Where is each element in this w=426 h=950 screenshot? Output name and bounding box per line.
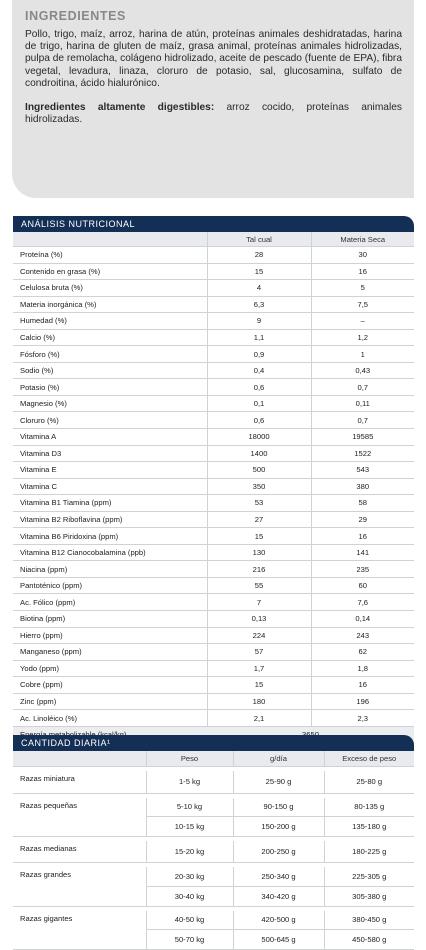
grams-per-day: 420-500 g: [233, 911, 324, 930]
daily-header-blank: [13, 751, 146, 767]
overweight-grams: 135-180 g: [324, 817, 414, 837]
overweight-grams: 80-135 g: [324, 798, 414, 817]
weight-range: 20-30 kg: [146, 867, 233, 886]
nutrient-label: Magnesio (%): [13, 395, 207, 412]
digestible-text: arroz cocido, proteínas animales hidrolizadas.: [25, 102, 402, 126]
as-fed-value: 55: [207, 577, 311, 594]
dry-matter-value: –: [311, 313, 414, 330]
nutrition-row: [13, 611, 414, 628]
dry-matter-value: 0,11: [311, 395, 414, 412]
nutrient-label: Yodo (ppm): [13, 660, 207, 677]
nutrient-label: Biotina (ppm): [13, 611, 207, 628]
digestible-label: Ingredientes altamente digestibles:: [25, 102, 215, 114]
as-fed-value: 53: [207, 495, 311, 512]
as-fed-value: 0,6: [207, 412, 311, 429]
as-fed-value: 27: [207, 511, 311, 528]
dry-matter-value: 543: [311, 462, 414, 479]
as-fed-value: 1,7: [207, 660, 311, 677]
nutrient-label: Potasio (%): [13, 379, 207, 396]
nutrition-row: [13, 644, 414, 661]
nutrient-label: Vitamina A: [13, 429, 207, 446]
daily-row: [13, 911, 414, 930]
nutrition-row: [13, 594, 414, 611]
nutrient-label: Calcio (%): [13, 329, 207, 346]
as-fed-value: 18000: [207, 429, 311, 446]
overweight-grams: 305-380 g: [324, 886, 414, 906]
nutrition-row: [13, 346, 414, 363]
grams-per-day: 150-200 g: [233, 817, 324, 837]
nutrition-row: [13, 627, 414, 644]
as-fed-value: 216: [207, 561, 311, 578]
grams-per-day: 25-90 g: [233, 771, 324, 793]
as-fed-value: 6,3: [207, 296, 311, 313]
nutrition-row: [13, 379, 414, 396]
dry-matter-value: 62: [311, 644, 414, 661]
weight-range: 5-10 kg: [146, 798, 233, 817]
grams-per-day: 200-250 g: [233, 841, 324, 863]
nutrient-label: Vitamina B2 Riboflavina (ppm): [13, 511, 207, 528]
breed-size-label: Razas grandes: [13, 867, 146, 906]
nutrition-row: [13, 395, 414, 412]
column-header-grams-per-day: g/día: [233, 751, 324, 767]
dry-matter-value: 19585: [311, 429, 414, 446]
nutrient-label: Celulosa bruta (%): [13, 280, 207, 297]
daily-column-header-row: [13, 751, 414, 767]
dry-matter-value: 0,43: [311, 362, 414, 379]
nutrition-row: [13, 296, 414, 313]
nutrient-label: Niacina (ppm): [13, 561, 207, 578]
dry-matter-value: 141: [311, 544, 414, 561]
as-fed-value: 0,6: [207, 379, 311, 396]
dry-matter-value: 16: [311, 528, 414, 545]
dry-matter-value: 196: [311, 693, 414, 710]
nutrient-label: Vitamina E: [13, 462, 207, 479]
weight-range: 30-40 kg: [146, 886, 233, 906]
digestible-paragraph: [25, 102, 402, 126]
nutrient-label: Cloruro (%): [13, 412, 207, 429]
overweight-grams: 180-225 g: [324, 841, 414, 863]
nutrition-row: [13, 329, 414, 346]
grams-per-day: 250-340 g: [233, 867, 324, 886]
dry-matter-value: 1: [311, 346, 414, 363]
nutrient-label: Vitamina C: [13, 478, 207, 495]
nutrient-label: Materia inorgánica (%): [13, 296, 207, 313]
nutrient-label: Ac. Linoléico (%): [13, 710, 207, 727]
daily-table: [13, 751, 414, 950]
dry-matter-value: 7,5: [311, 296, 414, 313]
dry-matter-value: 0,7: [311, 412, 414, 429]
dry-matter-value: 2,3: [311, 710, 414, 727]
nutrition-row: [13, 478, 414, 495]
dry-matter-value: 16: [311, 677, 414, 694]
dry-matter-value: 243: [311, 627, 414, 644]
nutrition-row: [13, 577, 414, 594]
weight-range: 50-70 kg: [146, 930, 233, 950]
grams-per-day: 340-420 g: [233, 886, 324, 906]
nutrition-row: [13, 462, 414, 479]
as-fed-value: 350: [207, 478, 311, 495]
dry-matter-value: 29: [311, 511, 414, 528]
nutrient-label: Proteína (%): [13, 247, 207, 264]
daily-row: [13, 771, 414, 793]
column-header-overweight: Exceso de peso: [324, 751, 414, 767]
nutrient-label: Contenido en grasa (%): [13, 263, 207, 280]
as-fed-value: 9: [207, 313, 311, 330]
weight-range: 40-50 kg: [146, 911, 233, 930]
nutrient-label: Humedad (%): [13, 313, 207, 330]
as-fed-value: 28: [207, 247, 311, 264]
column-header-weight: Peso: [146, 751, 233, 767]
as-fed-value: 180: [207, 693, 311, 710]
nutrition-row: [13, 544, 414, 561]
nutrition-row: [13, 429, 414, 446]
dry-matter-value: 0,14: [311, 611, 414, 628]
as-fed-value: 224: [207, 627, 311, 644]
nutrition-table: [13, 232, 414, 743]
as-fed-value: 1400: [207, 445, 311, 462]
nutrient-label: Fósforo (%): [13, 346, 207, 363]
nutrition-row: [13, 495, 414, 512]
dry-matter-value: 1,8: [311, 660, 414, 677]
nutrition-row: [13, 247, 414, 264]
nutrition-row: [13, 693, 414, 710]
dry-matter-value: 1522: [311, 445, 414, 462]
dry-matter-value: 1,2: [311, 329, 414, 346]
ingredients-title: INGREDIENTES: [25, 9, 126, 23]
overweight-grams: 380-450 g: [324, 911, 414, 930]
weight-range: 15-20 kg: [146, 841, 233, 863]
nutrition-row: [13, 561, 414, 578]
dry-matter-value: 7,6: [311, 594, 414, 611]
nutrition-column-header-row: [13, 232, 414, 247]
ingredients-text: Pollo, trigo, maíz, arroz, harina de atún, proteínas animales deshidratadas, harina de trigo, harina de gluten de maíz, grasa animal, proteínas animales hidrolizadas, pulpa de remolacha, colágeno hidrolizado, aceite de pescado (fuente de EPA), fibra vegetal, levadura, linaza, cloruro de potasio, sal, glucosamina, sulfato de condroitina, ácido hialurónico.: [25, 29, 402, 89]
as-fed-value: 1,1: [207, 329, 311, 346]
dry-matter-value: 16: [311, 263, 414, 280]
as-fed-value: 15: [207, 528, 311, 545]
as-fed-value: 15: [207, 677, 311, 694]
dry-matter-value: 235: [311, 561, 414, 578]
daily-row: [13, 867, 414, 886]
ingredients-panel: [12, 0, 414, 198]
nutrient-label: Vitamina B6 Piridoxina (ppm): [13, 528, 207, 545]
weight-range: 1-5 kg: [146, 771, 233, 793]
breed-size-label: Razas pequeñas: [13, 798, 146, 837]
as-fed-value: 15: [207, 263, 311, 280]
weight-range: 10-15 kg: [146, 817, 233, 837]
nutrition-row: [13, 677, 414, 694]
nutrition-title: ANÁLISIS NUTRICIONAL: [13, 216, 414, 232]
nutrition-section: [13, 216, 414, 743]
dry-matter-value: 60: [311, 577, 414, 594]
as-fed-value: 0,4: [207, 362, 311, 379]
nutrient-label: Vitamina B1 Tiamina (ppm): [13, 495, 207, 512]
as-fed-value: 7: [207, 594, 311, 611]
as-fed-value: 4: [207, 280, 311, 297]
overweight-grams: 25-80 g: [324, 771, 414, 793]
daily-title: CANTIDAD DIARIA¹: [13, 735, 414, 751]
column-header-as-fed: Tal cual: [207, 232, 311, 247]
nutrition-row: [13, 263, 414, 280]
breed-size-label: Razas medianas: [13, 841, 146, 863]
nutrient-label: Pantoténico (ppm): [13, 577, 207, 594]
nutrition-row: [13, 313, 414, 330]
grams-per-day: 90-150 g: [233, 798, 324, 817]
overweight-grams: 225-305 g: [324, 867, 414, 886]
nutrition-row: [13, 710, 414, 727]
as-fed-value: 57: [207, 644, 311, 661]
as-fed-value: 500: [207, 462, 311, 479]
daily-row: [13, 798, 414, 817]
breed-size-label: Razas miniatura: [13, 771, 146, 793]
nutrient-label: Ac. Fólico (ppm): [13, 594, 207, 611]
dry-matter-value: 0,7: [311, 379, 414, 396]
column-header-dry-matter: Materia Seca: [311, 232, 414, 247]
as-fed-value: 2,1: [207, 710, 311, 727]
nutrition-header-blank: [13, 232, 207, 247]
as-fed-value: 0,9: [207, 346, 311, 363]
as-fed-value: 0,13: [207, 611, 311, 628]
nutrient-label: Vitamina D3: [13, 445, 207, 462]
nutrition-row: [13, 660, 414, 677]
dry-matter-value: 5: [311, 280, 414, 297]
nutrient-label: Cobre (ppm): [13, 677, 207, 694]
nutrition-row: [13, 412, 414, 429]
daily-section: [13, 735, 414, 950]
dry-matter-value: 380: [311, 478, 414, 495]
nutrition-row: [13, 445, 414, 462]
nutrient-label: Vitamina B12 Cianocobalamina (ppb): [13, 544, 207, 561]
grams-per-day: 500-645 g: [233, 930, 324, 950]
nutrition-row: [13, 280, 414, 297]
nutrient-label: Sodio (%): [13, 362, 207, 379]
as-fed-value: 130: [207, 544, 311, 561]
nutrition-row: [13, 511, 414, 528]
breed-size-label: Razas gigantes: [13, 911, 146, 950]
overweight-grams: 450-580 g: [324, 930, 414, 950]
nutrition-row: [13, 528, 414, 545]
dry-matter-value: 30: [311, 247, 414, 264]
as-fed-value: 0,1: [207, 395, 311, 412]
nutrient-label: Hierro (ppm): [13, 627, 207, 644]
nutrient-label: Zinc (ppm): [13, 693, 207, 710]
nutrition-row: [13, 362, 414, 379]
nutrient-label: Manganeso (ppm): [13, 644, 207, 661]
daily-row: [13, 841, 414, 863]
dry-matter-value: 58: [311, 495, 414, 512]
